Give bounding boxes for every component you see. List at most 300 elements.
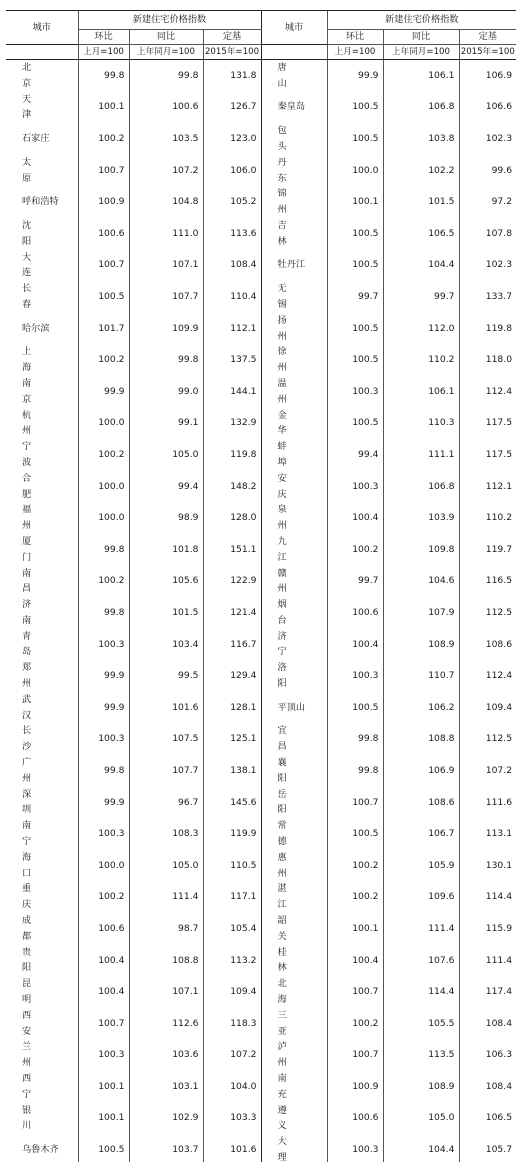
left-base-value: 110.5 [203,850,261,882]
city-name-text: 无 锡 [277,283,287,310]
left-city-name [6,155,78,187]
right-base-value: 107.2 [459,755,516,787]
city-name-text: 蚌 埠 [277,441,287,468]
left-mom-value: 100.0 [78,850,129,882]
right-mom-value: 100.5 [327,123,383,155]
left-base-value: 131.8 [203,60,261,92]
right-yoy-value: 109.6 [383,881,459,913]
right-mom-value: 100.4 [327,629,383,661]
right-mom-value: 100.3 [327,376,383,408]
left-yoy-value: 108.8 [129,945,203,977]
city-name-text: 九 江 [277,535,287,563]
left-city-name: 石家庄 [22,133,50,145]
right-base-value: 118.0 [459,344,516,376]
table-row [6,218,516,250]
city-header-left: 城市 [6,11,78,45]
right-yoy-value: 107.6 [383,945,459,977]
right-city-name [261,755,327,787]
right-mom-value: 99.7 [327,566,383,598]
city-name-text: 贵 阳 [22,946,32,974]
left-city-name [6,881,78,913]
left-base-value: 117.1 [203,881,261,913]
city-name-text: 宁 波 [22,441,32,468]
table-row [6,976,516,1008]
right-base-value: 97.2 [459,186,516,218]
right-yoy-value: 113.5 [383,1039,459,1071]
right-base-value: 116.5 [459,566,516,598]
left-base-value: 123.0 [203,123,261,155]
right-mom-value: 100.2 [327,881,383,913]
table-row [6,692,516,724]
left-mom-value: 99.9 [78,376,129,408]
left-yoy-value: 103.1 [129,1071,203,1103]
right-base-value: 99.6 [459,155,516,187]
left-yoy-value: 100.6 [129,92,203,124]
right-city-name [261,597,327,629]
left-mom-value: 100.4 [78,945,129,977]
city-name-text: 银 川 [22,1104,32,1132]
left-yoy-value: 107.2 [129,155,203,187]
right-mom-value: 100.3 [327,471,383,503]
right-yoy-value: 110.7 [383,660,459,692]
left-city-name [6,692,78,724]
right-city-name [261,723,327,755]
city-name-text: 岳 阳 [277,788,287,816]
right-base-value: 112.5 [459,723,516,755]
city-name-text: 泉 州 [277,504,287,532]
left-mom-value: 100.1 [78,92,129,124]
city-name-text: 青 岛 [22,630,32,658]
right-mom-value: 100.3 [327,660,383,692]
right-yoy-value: 108.9 [383,1071,459,1103]
city-name-text: 锦 州 [277,188,287,216]
left-yoy-value: 103.5 [129,123,203,155]
right-mom-value: 100.3 [327,1134,383,1162]
table-row [6,566,516,598]
left-base-value: 113.2 [203,945,261,977]
table-row [6,660,516,692]
right-mom-value: 100.5 [327,313,383,345]
right-yoy-value: 106.7 [383,818,459,850]
city-name-text: 成 都 [22,915,32,942]
city-name-text: 兰 州 [22,1041,32,1069]
city-name-text: 郑 州 [22,662,32,690]
city-name-text: 湛 江 [277,883,287,911]
mom-base-left: 上月=100 [78,45,129,60]
left-yoy-value: 99.4 [129,471,203,503]
fixed-base-left: 2015年=100 [203,45,261,60]
left-city-name [6,660,78,692]
table-row [6,850,516,882]
spacer-left [6,45,78,60]
right-base-value: 105.7 [459,1134,516,1162]
table-row [6,471,516,503]
city-name-text: 天 津 [22,93,32,121]
right-base-value: 111.4 [459,945,516,977]
left-mom-value: 100.0 [78,408,129,440]
right-city-name [261,344,327,376]
table-row [6,723,516,755]
table-row [6,408,516,440]
left-city-name [6,976,78,1008]
right-yoy-value: 106.1 [383,60,459,92]
right-yoy-value: 110.3 [383,408,459,440]
table-row [6,186,516,218]
city-name-text: 唐 山 [277,62,287,89]
right-mom-value: 100.9 [327,1071,383,1103]
left-yoy-value: 104.8 [129,186,203,218]
mom-header-right: 环比 [327,30,383,45]
left-mom-value: 100.4 [78,976,129,1008]
left-yoy-value: 99.0 [129,376,203,408]
right-city-name [261,1134,327,1162]
city-name-text: 金 华 [277,409,287,437]
right-city-name: 平顶山 [261,692,327,724]
right-city-name [261,313,327,345]
left-city-name [6,439,78,471]
left-yoy-value: 108.3 [129,818,203,850]
right-base-value: 130.1 [459,850,516,882]
left-city-name [6,723,78,755]
left-mom-value: 100.2 [78,123,129,155]
left-yoy-value: 107.5 [129,723,203,755]
left-base-value: 110.4 [203,281,261,313]
table-row [6,818,516,850]
table-row [6,376,516,408]
city-name-text: 大 理 [277,1136,287,1162]
right-yoy-value: 108.8 [383,723,459,755]
left-city-name [6,818,78,850]
left-city-name [6,60,78,92]
right-base-value: 109.4 [459,692,516,724]
right-city-name [261,502,327,534]
right-yoy-value: 106.8 [383,92,459,124]
right-base-value: 102.3 [459,250,516,282]
left-mom-value: 100.0 [78,502,129,534]
left-base-value: 108.4 [203,250,261,282]
left-mom-value: 100.3 [78,1039,129,1071]
table-row [6,502,516,534]
city-name-text: 沈 阳 [22,219,32,247]
left-city-name [6,281,78,313]
left-yoy-value: 107.7 [129,281,203,313]
left-city-name [6,1039,78,1071]
mom-base-right: 上月=100 [327,45,383,60]
right-yoy-value: 108.9 [383,629,459,661]
city-name-text: 济 南 [22,599,32,626]
city-name-text: 丹 东 [277,156,287,184]
left-base-value: 148.2 [203,471,261,503]
yoy-header-left: 同比 [129,30,203,45]
left-mom-value: 100.6 [78,218,129,250]
city-name-text: 重 庆 [22,883,32,911]
city-name-text: 西 安 [22,1009,32,1037]
left-yoy-value: 101.6 [129,692,203,724]
right-city-name [261,155,327,187]
right-base-value: 114.4 [459,881,516,913]
left-mom-value: 99.8 [78,534,129,566]
yoy-header-right: 同比 [383,30,459,45]
table-row [6,913,516,945]
right-yoy-value: 103.8 [383,123,459,155]
left-mom-value: 100.2 [78,881,129,913]
left-mom-value: 99.9 [78,787,129,819]
right-base-value: 108.4 [459,1071,516,1103]
right-base-value: 112.4 [459,660,516,692]
right-base-value: 119.8 [459,313,516,345]
right-city-name [261,881,327,913]
left-base-value: 137.5 [203,344,261,376]
right-mom-value: 99.4 [327,439,383,471]
left-mom-value: 101.7 [78,313,129,345]
right-yoy-value: 111.1 [383,439,459,471]
left-yoy-value: 105.6 [129,566,203,598]
right-yoy-value: 106.2 [383,692,459,724]
city-name-text: 温 州 [277,377,287,405]
right-mom-value: 99.7 [327,281,383,313]
right-mom-value: 100.2 [327,1008,383,1040]
right-yoy-value: 114.4 [383,976,459,1008]
table-row [6,1071,516,1103]
left-yoy-value: 112.6 [129,1008,203,1040]
right-base-value: 117.5 [459,408,516,440]
table-row [6,1103,516,1135]
right-city-name [261,186,327,218]
left-yoy-value: 105.0 [129,439,203,471]
left-yoy-value: 99.8 [129,344,203,376]
right-yoy-value: 112.0 [383,313,459,345]
left-mom-value: 99.9 [78,660,129,692]
table-row [6,597,516,629]
left-mom-value: 100.2 [78,344,129,376]
left-yoy-value: 109.9 [129,313,203,345]
city-name-text: 洛 阳 [277,662,287,690]
right-base-value: 112.4 [459,376,516,408]
city-name-text: 桂 林 [277,946,287,974]
right-yoy-value: 101.5 [383,186,459,218]
table-row [6,629,516,661]
table-row [6,787,516,819]
right-base-value: 108.4 [459,1008,516,1040]
city-name-text: 烟 台 [277,599,287,626]
left-yoy-value: 101.5 [129,597,203,629]
right-base-value: 117.4 [459,976,516,1008]
table-row [6,881,516,913]
right-city-name [261,281,327,313]
left-city-name [6,566,78,598]
left-city-name [6,344,78,376]
right-yoy-value: 111.4 [383,913,459,945]
right-mom-value: 100.6 [327,597,383,629]
left-mom-value: 100.7 [78,250,129,282]
right-mom-value: 100.2 [327,850,383,882]
left-base-value: 144.1 [203,376,261,408]
left-base-value: 104.0 [203,1071,261,1103]
left-base-value: 138.1 [203,755,261,787]
left-base-value: 122.9 [203,566,261,598]
city-name-text: 徐 州 [277,346,287,374]
city-name-text: 北 京 [22,62,32,89]
left-yoy-value: 107.7 [129,755,203,787]
left-yoy-value: 107.1 [129,976,203,1008]
left-base-value: 101.6 [203,1134,261,1162]
left-city-name [6,408,78,440]
right-mom-value: 100.7 [327,1039,383,1071]
left-yoy-value: 107.1 [129,250,203,282]
city-name-text: 合 肥 [22,472,32,500]
city-name-text: 韶 关 [277,915,287,942]
city-name-text: 扬 州 [277,314,287,342]
left-base-value: 116.7 [203,629,261,661]
right-yoy-value: 106.8 [383,471,459,503]
right-base-value: 111.6 [459,787,516,819]
left-city-name [6,1103,78,1135]
right-yoy-value: 104.4 [383,250,459,282]
left-yoy-value: 102.9 [129,1103,203,1135]
left-city-name [6,755,78,787]
left-mom-value: 100.3 [78,629,129,661]
left-base-value: 132.9 [203,408,261,440]
right-base-value: 102.3 [459,123,516,155]
city-name-text: 上 海 [22,346,32,374]
city-name-text: 泸 州 [277,1041,287,1069]
left-mom-value: 100.5 [78,1134,129,1162]
right-base-value: 107.8 [459,218,516,250]
fixed-base-right: 2015年=100 [459,45,516,60]
left-city-name: 呼和浩特 [22,196,59,208]
city-name-text: 包 头 [277,125,287,152]
right-base-value: 115.9 [459,913,516,945]
left-base-value: 103.3 [203,1103,261,1135]
left-city-name [6,218,78,250]
right-city-name [261,60,327,92]
right-yoy-value: 106.9 [383,755,459,787]
city-name-text: 长 沙 [22,725,32,753]
left-yoy-value: 99.8 [129,60,203,92]
left-base-value: 105.4 [203,913,261,945]
city-name-text: 杭 州 [22,409,32,437]
left-city-name [6,1071,78,1103]
city-name-text: 南 充 [277,1073,287,1100]
right-yoy-value: 106.1 [383,376,459,408]
right-city-name [261,913,327,945]
left-city-name [6,850,78,882]
city-name-text: 武 汉 [22,693,32,721]
index-group-header-left: 新建住宅价格指数 [78,11,261,30]
right-base-value: 112.5 [459,597,516,629]
left-base-value: 129.4 [203,660,261,692]
right-yoy-value: 104.6 [383,566,459,598]
left-mom-value: 99.8 [78,755,129,787]
city-name-text: 太 原 [22,156,32,184]
right-mom-value: 100.1 [327,186,383,218]
left-yoy-value: 98.9 [129,502,203,534]
right-city-name [261,787,327,819]
city-name-text: 南 京 [22,377,32,405]
table-row [6,1039,516,1071]
city-name-text: 常 德 [277,820,287,848]
right-mom-value: 100.5 [327,818,383,850]
right-city-name [261,660,327,692]
left-base-value: 128.0 [203,502,261,534]
left-base-value: 107.2 [203,1039,261,1071]
right-mom-value: 99.8 [327,723,383,755]
left-yoy-value: 103.4 [129,629,203,661]
city-name-text: 大 连 [22,251,32,279]
left-mom-value: 100.5 [78,281,129,313]
left-yoy-value: 105.0 [129,850,203,882]
city-name-text: 长 春 [22,283,32,310]
right-city-name [261,376,327,408]
left-city-name [6,597,78,629]
right-mom-value: 100.7 [327,976,383,1008]
right-city-name [261,818,327,850]
right-mom-value: 100.5 [327,218,383,250]
spacer-right [261,45,327,60]
table-row [6,344,516,376]
left-city-name: 哈尔滨 [22,322,50,334]
city-name-text: 济 宁 [277,630,287,658]
right-city-name [261,945,327,977]
right-base-value: 119.7 [459,534,516,566]
right-mom-value: 100.5 [327,250,383,282]
city-name-text: 遵 义 [277,1104,287,1132]
left-base-value: 113.6 [203,218,261,250]
right-base-value: 106.6 [459,92,516,124]
right-mom-value: 100.1 [327,913,383,945]
right-yoy-value: 108.6 [383,787,459,819]
left-base-value: 106.0 [203,155,261,187]
left-base-value: 126.7 [203,92,261,124]
left-mom-value: 100.3 [78,818,129,850]
right-city-name: 牡丹江 [261,250,327,282]
right-mom-value: 100.0 [327,155,383,187]
left-mom-value: 100.1 [78,1103,129,1135]
right-city-name [261,566,327,598]
left-yoy-value: 101.8 [129,534,203,566]
right-base-value: 117.5 [459,439,516,471]
right-city-name [261,439,327,471]
right-city-name [261,534,327,566]
right-base-value: 133.7 [459,281,516,313]
price-index-table [6,10,516,1162]
left-yoy-value: 111.0 [129,218,203,250]
left-base-value: 128.1 [203,692,261,724]
table-row [6,945,516,977]
city-name-text: 安 庆 [277,472,287,500]
city-name-text: 襄 阳 [277,757,287,784]
index-group-header-right: 新建住宅价格指数 [327,11,516,30]
right-city-name [261,471,327,503]
left-mom-value: 100.6 [78,913,129,945]
right-base-value: 106.5 [459,1103,516,1135]
left-mom-value: 100.7 [78,1008,129,1040]
right-yoy-value: 105.0 [383,1103,459,1135]
table-row [6,123,516,155]
left-city-name [6,787,78,819]
city-name-text: 南 宁 [22,820,32,848]
left-base-value: 118.3 [203,1008,261,1040]
left-city-name [6,471,78,503]
right-city-name [261,1103,327,1135]
city-name-text: 惠 州 [277,851,287,879]
left-base-value: 125.1 [203,723,261,755]
left-base-value: 121.4 [203,597,261,629]
right-city-name [261,1008,327,1040]
table-row [6,155,516,187]
right-mom-value: 100.5 [327,92,383,124]
table-row [6,1008,516,1040]
